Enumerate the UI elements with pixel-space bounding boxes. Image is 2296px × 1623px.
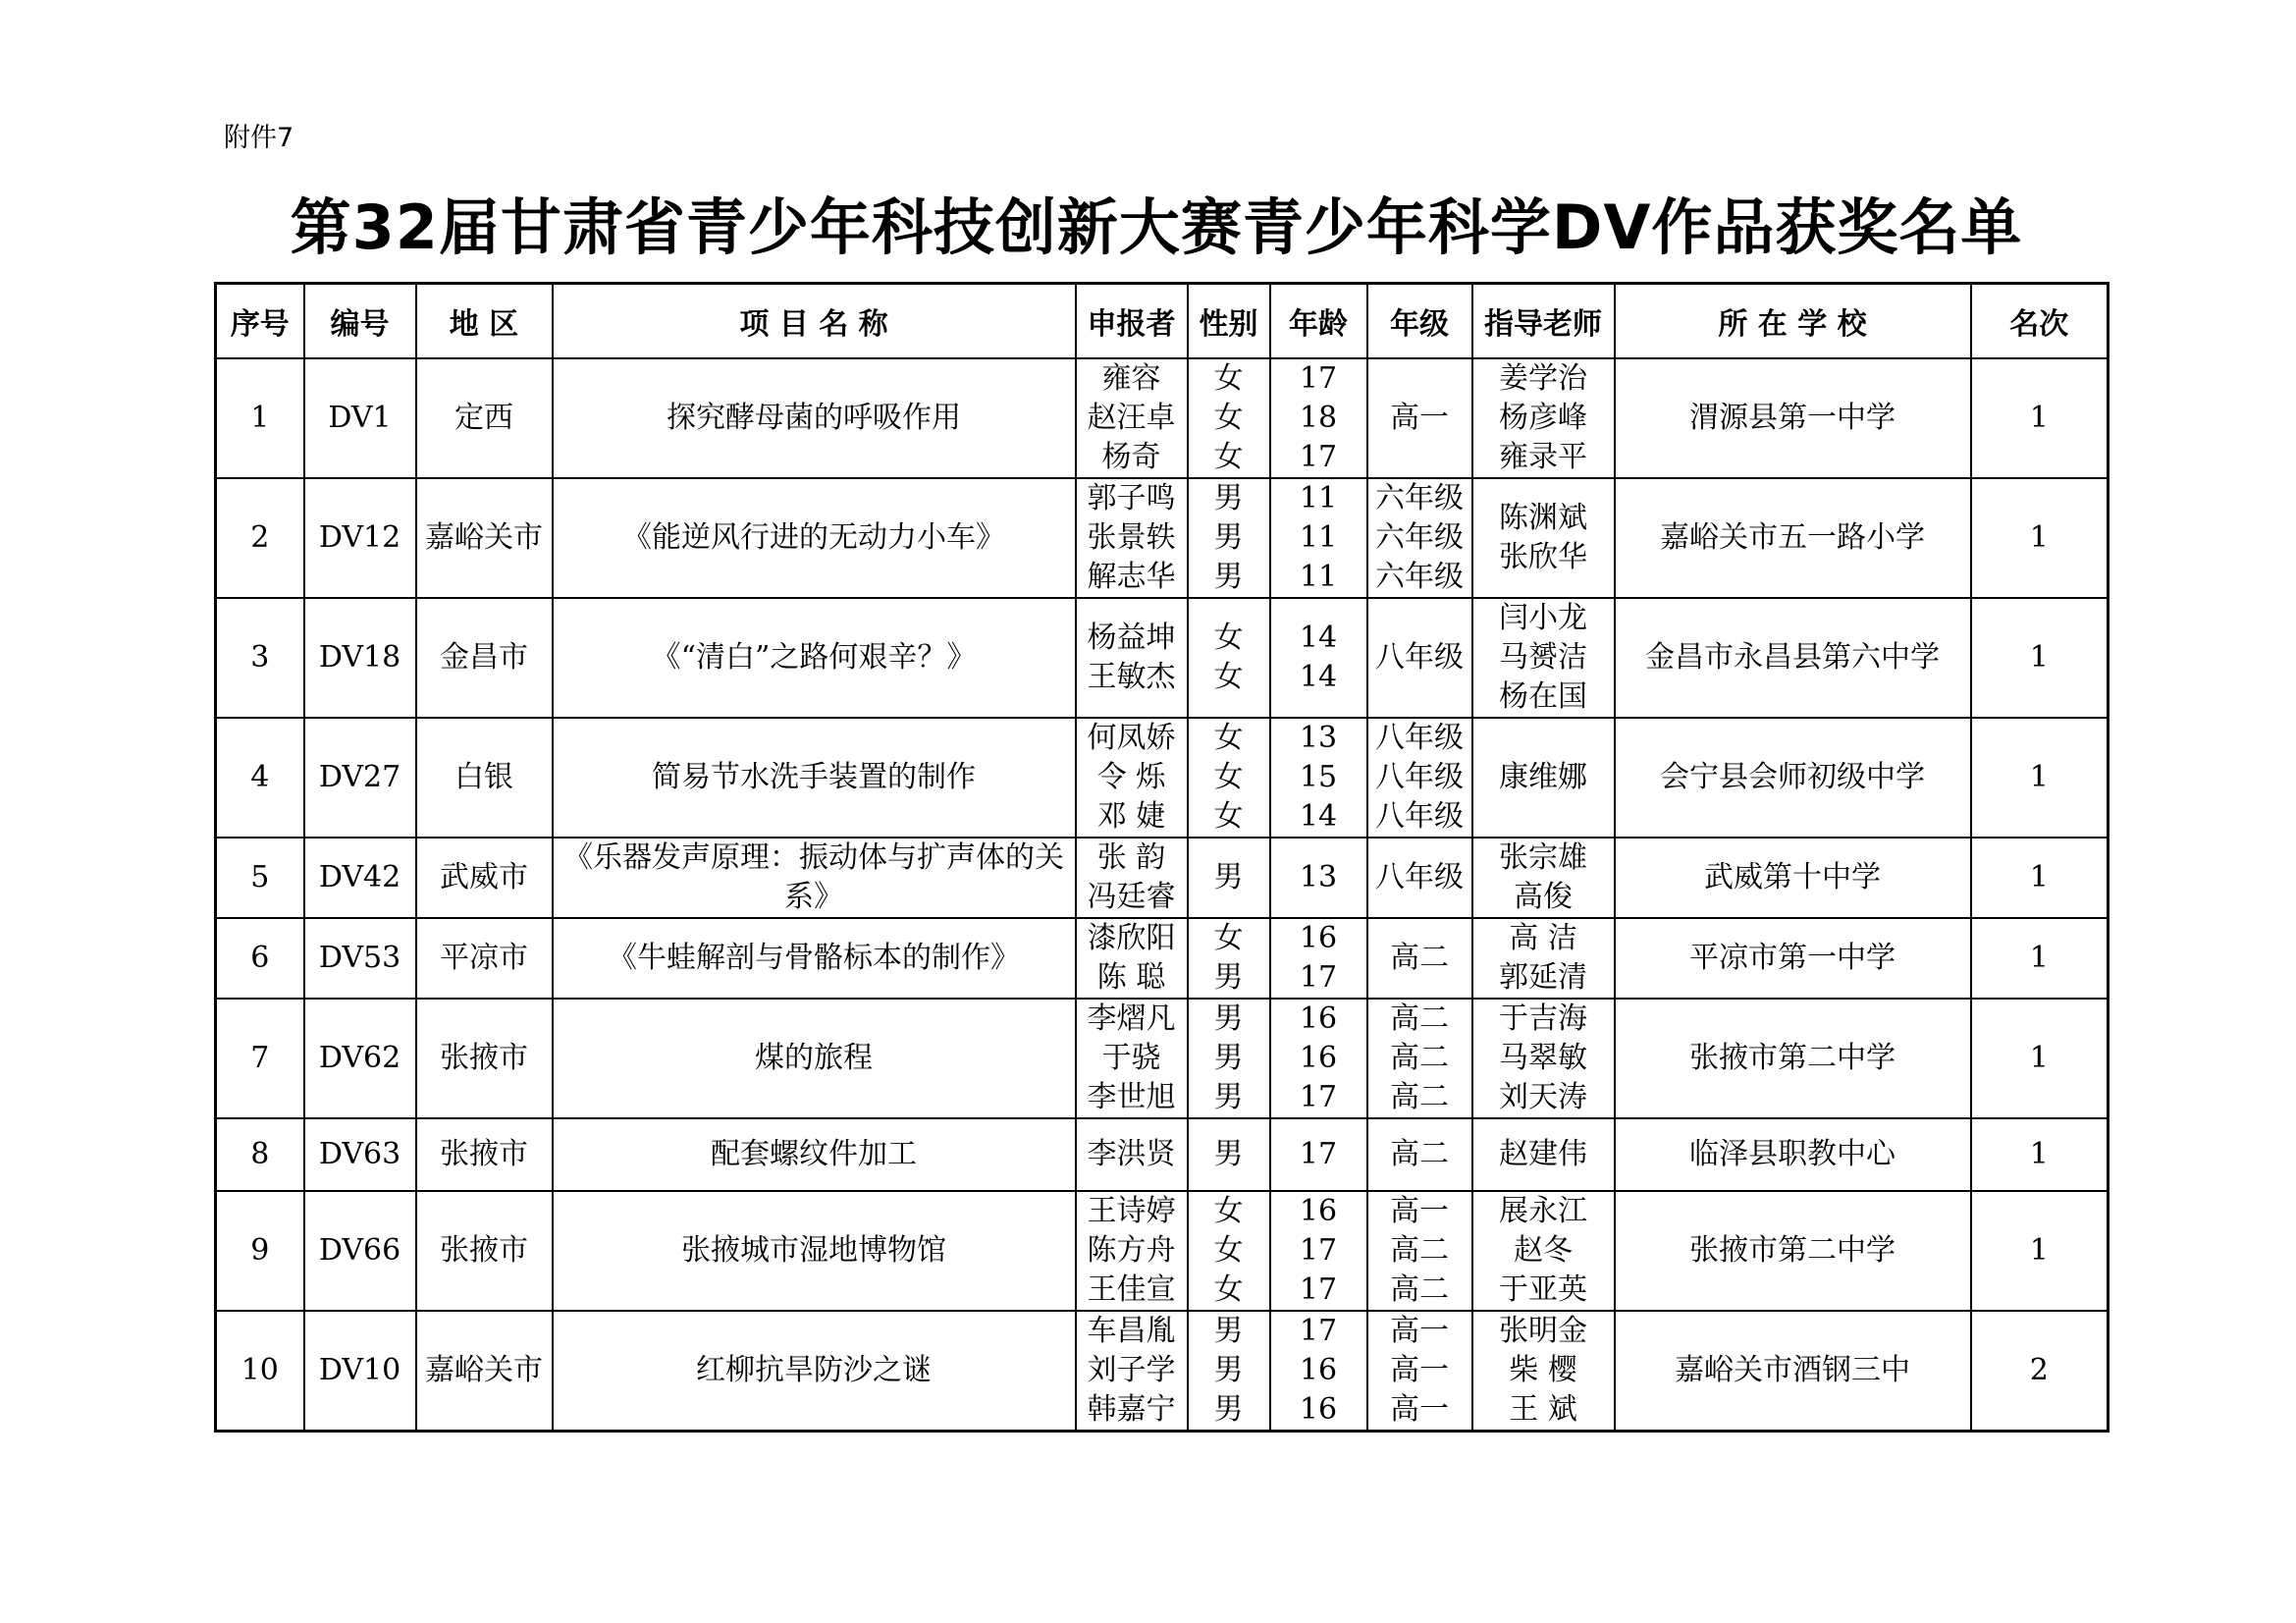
cell-rank: 1 xyxy=(1971,918,2109,999)
teachers-line: 陈渊斌 xyxy=(1499,501,1587,535)
age-line: 17 xyxy=(1299,1080,1338,1114)
gender-line: 男 xyxy=(1213,1353,1244,1387)
cell-school: 张掖市第二中学 xyxy=(1615,1191,1971,1311)
grade-line: 六年级 xyxy=(1375,560,1464,594)
gender-line: 男 xyxy=(1213,1001,1244,1036)
grade-line: 高一 xyxy=(1390,1392,1449,1427)
teachers-line: 高俊 xyxy=(1514,880,1573,914)
grade-line: 高二 xyxy=(1390,1041,1449,1075)
cell-teachers xyxy=(1472,1311,1615,1432)
cell-project: 张掖城市湿地博物馆 xyxy=(553,1191,1076,1311)
applicants-line: 冯廷睿 xyxy=(1087,880,1176,914)
grade-line: 高二 xyxy=(1390,1080,1449,1114)
teachers-line: 姜学治 xyxy=(1499,361,1587,396)
age-line: 16 xyxy=(1299,921,1338,955)
cell-project: 配套螺纹件加工 xyxy=(553,1118,1076,1191)
cell-applicants xyxy=(1076,478,1188,598)
header-seq: 序号 xyxy=(216,284,304,359)
cell-rank: 1 xyxy=(1971,598,2109,718)
cell-applicants xyxy=(1076,1311,1188,1432)
cell-grade xyxy=(1367,478,1472,598)
cell-age xyxy=(1270,838,1367,918)
table-header-row xyxy=(216,284,2109,359)
cell-teachers xyxy=(1472,718,1615,838)
cell-region: 张掖市 xyxy=(416,1118,553,1191)
table-row xyxy=(216,1311,2109,1432)
teachers-line: 王 斌 xyxy=(1509,1392,1577,1427)
teachers-line: 马赟洁 xyxy=(1499,640,1587,675)
teachers-line: 张欣华 xyxy=(1499,540,1587,574)
cell-age xyxy=(1270,918,1367,999)
cell-school: 平凉市第一中学 xyxy=(1615,918,1971,999)
grade-line: 高二 xyxy=(1390,1272,1449,1307)
cell-project: 《乐器发声原理：振动体与扩声体的关系》 xyxy=(553,838,1076,918)
table-row xyxy=(216,598,2109,718)
teachers-line: 郭延清 xyxy=(1499,960,1587,995)
age-line: 11 xyxy=(1299,481,1338,515)
cell-region: 嘉峪关市 xyxy=(416,478,553,598)
grade-line: 六年级 xyxy=(1375,481,1464,515)
cell-teachers xyxy=(1472,918,1615,999)
age-line: 17 xyxy=(1299,1314,1338,1348)
header-rank: 名次 xyxy=(1971,284,2109,359)
grade-line: 六年级 xyxy=(1375,520,1464,555)
cell-code: DV66 xyxy=(304,1191,416,1311)
cell-grade xyxy=(1367,1311,1472,1432)
header-gender: 性别 xyxy=(1188,284,1270,359)
cell-gender xyxy=(1188,358,1270,478)
cell-code: DV63 xyxy=(304,1118,416,1191)
cell-age xyxy=(1270,1311,1367,1432)
attachment-label: 附件7 xyxy=(224,123,294,153)
gender-line: 女 xyxy=(1213,1194,1244,1228)
cell-region: 嘉峪关市 xyxy=(416,1311,553,1432)
gender-line: 女 xyxy=(1213,621,1244,655)
cell-applicants xyxy=(1076,918,1188,999)
gender-line: 男 xyxy=(1213,560,1244,594)
cell-code: DV10 xyxy=(304,1311,416,1432)
cell-region: 张掖市 xyxy=(416,999,553,1118)
applicants-line: 何凤娇 xyxy=(1087,721,1176,755)
gender-line: 女 xyxy=(1213,721,1244,755)
age-line: 11 xyxy=(1299,520,1338,555)
header-teachers: 指导老师 xyxy=(1472,284,1615,359)
cell-applicants xyxy=(1076,999,1188,1118)
applicants-line: 陈 聪 xyxy=(1096,960,1166,995)
teachers-line: 康维娜 xyxy=(1499,760,1587,794)
age-line: 14 xyxy=(1299,621,1338,655)
cell-region: 武威市 xyxy=(416,838,553,918)
cell-code: DV27 xyxy=(304,718,416,838)
age-line: 16 xyxy=(1299,1353,1338,1387)
age-line: 16 xyxy=(1299,1041,1338,1075)
gender-line: 女 xyxy=(1213,660,1244,694)
cell-rank: 1 xyxy=(1971,358,2109,478)
gender-line: 女 xyxy=(1213,799,1244,834)
teachers-line: 马翠敏 xyxy=(1499,1041,1587,1075)
cell-seq: 4 xyxy=(216,718,304,838)
age-line: 16 xyxy=(1299,1392,1338,1427)
cell-region: 金昌市 xyxy=(416,598,553,718)
header-region: 地 区 xyxy=(416,284,553,359)
cell-applicants xyxy=(1076,718,1188,838)
grade-line: 高一 xyxy=(1390,1314,1449,1348)
applicants-line: 令 烁 xyxy=(1096,760,1166,794)
teachers-line: 赵冬 xyxy=(1514,1233,1573,1268)
age-line: 16 xyxy=(1299,1001,1338,1036)
cell-school: 临泽县职教中心 xyxy=(1615,1118,1971,1191)
age-line: 17 xyxy=(1299,361,1338,396)
applicants-line: 漆欣阳 xyxy=(1087,921,1176,955)
cell-gender xyxy=(1188,1311,1270,1432)
gender-line: 男 xyxy=(1213,520,1244,555)
cell-teachers xyxy=(1472,1191,1615,1311)
cell-seq: 8 xyxy=(216,1118,304,1191)
cell-gender xyxy=(1188,598,1270,718)
cell-teachers xyxy=(1472,838,1615,918)
cell-school: 金昌市永昌县第六中学 xyxy=(1615,598,1971,718)
applicants-line: 王佳宣 xyxy=(1087,1272,1176,1307)
teachers-line: 高 洁 xyxy=(1509,921,1577,955)
header-code: 编号 xyxy=(304,284,416,359)
cell-grade xyxy=(1367,999,1472,1118)
gender-line: 女 xyxy=(1213,921,1244,955)
cell-grade xyxy=(1367,1191,1472,1311)
cell-teachers xyxy=(1472,999,1615,1118)
gender-line: 女 xyxy=(1213,361,1244,396)
age-line: 15 xyxy=(1299,760,1338,794)
cell-region: 定西 xyxy=(416,358,553,478)
cell-gender xyxy=(1188,1191,1270,1311)
cell-gender xyxy=(1188,838,1270,918)
header-grade: 年级 xyxy=(1367,284,1472,359)
applicants-line: 杨奇 xyxy=(1101,440,1161,474)
gender-line: 女 xyxy=(1213,1233,1244,1268)
award-table-body xyxy=(216,358,2109,1432)
grade-line: 高二 xyxy=(1390,941,1449,975)
cell-code: DV42 xyxy=(304,838,416,918)
header-school: 所 在 学 校 xyxy=(1615,284,1971,359)
cell-region: 平凉市 xyxy=(416,918,553,999)
cell-seq: 7 xyxy=(216,999,304,1118)
gender-line: 男 xyxy=(1213,1041,1244,1075)
cell-grade xyxy=(1367,1118,1472,1191)
age-line: 14 xyxy=(1299,799,1338,834)
cell-project: 煤的旅程 xyxy=(553,999,1076,1118)
grade-line: 高一 xyxy=(1390,1353,1449,1387)
age-line: 13 xyxy=(1299,721,1338,755)
grade-line: 高二 xyxy=(1390,1137,1449,1171)
applicants-line: 张景轶 xyxy=(1087,520,1176,555)
cell-school: 嘉峪关市酒钢三中 xyxy=(1615,1311,1971,1432)
cell-age xyxy=(1270,1191,1367,1311)
cell-rank: 1 xyxy=(1971,718,2109,838)
applicants-line: 郭子鸣 xyxy=(1087,481,1176,515)
grade-line: 八年级 xyxy=(1375,799,1464,834)
gender-line: 女 xyxy=(1213,440,1244,474)
applicants-line: 邓 婕 xyxy=(1096,799,1166,834)
teachers-line: 刘天涛 xyxy=(1499,1080,1587,1114)
cell-project: 《“清白”之路何艰辛？》 xyxy=(553,598,1076,718)
cell-rank: 1 xyxy=(1971,999,2109,1118)
age-line: 17 xyxy=(1299,1233,1338,1268)
applicants-line: 于骁 xyxy=(1101,1041,1161,1075)
cell-gender xyxy=(1188,918,1270,999)
cell-project: 探究酵母菌的呼吸作用 xyxy=(553,358,1076,478)
cell-school: 渭源县第一中学 xyxy=(1615,358,1971,478)
cell-age xyxy=(1270,718,1367,838)
gender-line: 男 xyxy=(1213,1080,1244,1114)
cell-gender xyxy=(1188,718,1270,838)
cell-grade xyxy=(1367,918,1472,999)
age-line: 14 xyxy=(1299,660,1338,694)
cell-grade xyxy=(1367,598,1472,718)
applicants-line: 王敏杰 xyxy=(1087,660,1176,694)
teachers-line: 赵建伟 xyxy=(1499,1137,1587,1171)
cell-rank: 1 xyxy=(1971,478,2109,598)
cell-project: 《牛蛙解剖与骨骼标本的制作》 xyxy=(553,918,1076,999)
cell-age xyxy=(1270,999,1367,1118)
cell-seq: 3 xyxy=(216,598,304,718)
age-line: 11 xyxy=(1299,560,1338,594)
cell-seq: 5 xyxy=(216,838,304,918)
gender-line: 男 xyxy=(1213,1314,1244,1348)
cell-school: 武威第十中学 xyxy=(1615,838,1971,918)
cell-code: DV62 xyxy=(304,999,416,1118)
cell-project: 红柳抗旱防沙之谜 xyxy=(553,1311,1076,1432)
applicants-line: 车昌胤 xyxy=(1087,1314,1176,1348)
header-project: 项 目 名 称 xyxy=(553,284,1076,359)
cell-region: 张掖市 xyxy=(416,1191,553,1311)
table-row xyxy=(216,358,2109,478)
cell-seq: 9 xyxy=(216,1191,304,1311)
age-line: 17 xyxy=(1299,440,1338,474)
grade-line: 八年级 xyxy=(1375,721,1464,755)
cell-code: DV12 xyxy=(304,478,416,598)
age-line: 16 xyxy=(1299,1194,1338,1228)
cell-rank: 1 xyxy=(1971,1118,2109,1191)
gender-line: 女 xyxy=(1213,401,1244,435)
teachers-line: 柴 樱 xyxy=(1509,1353,1577,1387)
teachers-line: 张宗雄 xyxy=(1499,840,1587,875)
cell-project: 《能逆风行进的无动力小车》 xyxy=(553,478,1076,598)
header-age: 年龄 xyxy=(1270,284,1367,359)
cell-school: 会宁县会师初级中学 xyxy=(1615,718,1971,838)
cell-gender xyxy=(1188,478,1270,598)
age-line: 18 xyxy=(1299,401,1338,435)
cell-applicants xyxy=(1076,358,1188,478)
gender-line: 女 xyxy=(1213,760,1244,794)
table-row xyxy=(216,718,2109,838)
applicants-line: 刘子学 xyxy=(1087,1353,1176,1387)
teachers-line: 张明金 xyxy=(1499,1314,1587,1348)
teachers-line: 闫小龙 xyxy=(1499,601,1587,635)
cell-code: DV1 xyxy=(304,358,416,478)
award-table xyxy=(214,282,2109,1433)
cell-applicants xyxy=(1076,598,1188,718)
cell-grade xyxy=(1367,718,1472,838)
gender-line: 男 xyxy=(1213,481,1244,515)
applicants-line: 李熠凡 xyxy=(1087,1001,1176,1036)
applicants-line: 杨益坤 xyxy=(1087,621,1176,655)
cell-applicants xyxy=(1076,1191,1188,1311)
applicants-line: 解志华 xyxy=(1087,560,1176,594)
cell-school: 张掖市第二中学 xyxy=(1615,999,1971,1118)
age-line: 17 xyxy=(1299,960,1338,995)
age-line: 17 xyxy=(1299,1272,1338,1307)
cell-teachers xyxy=(1472,478,1615,598)
table-row xyxy=(216,918,2109,999)
cell-code: DV18 xyxy=(304,598,416,718)
gender-line: 男 xyxy=(1213,960,1244,995)
applicants-line: 张 韵 xyxy=(1096,840,1166,875)
grade-line: 八年级 xyxy=(1375,760,1464,794)
cell-rank: 2 xyxy=(1971,1311,2109,1432)
table-row xyxy=(216,478,2109,598)
header-applicants: 申报者 xyxy=(1076,284,1188,359)
gender-line: 女 xyxy=(1213,1272,1244,1307)
cell-region: 白银 xyxy=(416,718,553,838)
age-line: 13 xyxy=(1299,860,1338,894)
grade-line: 高一 xyxy=(1390,1194,1449,1228)
cell-rank: 1 xyxy=(1971,1191,2109,1311)
cell-gender xyxy=(1188,1118,1270,1191)
cell-code: DV53 xyxy=(304,918,416,999)
cell-grade xyxy=(1367,838,1472,918)
table-row xyxy=(216,838,2109,918)
gender-line: 男 xyxy=(1213,1392,1244,1427)
cell-applicants xyxy=(1076,1118,1188,1191)
cell-applicants xyxy=(1076,838,1188,918)
cell-school: 嘉峪关市五一路小学 xyxy=(1615,478,1971,598)
gender-line: 男 xyxy=(1213,1137,1244,1171)
applicants-line: 王诗婷 xyxy=(1087,1194,1176,1228)
table-row xyxy=(216,1118,2109,1191)
cell-seq: 10 xyxy=(216,1311,304,1432)
applicants-line: 雍容 xyxy=(1101,361,1161,396)
cell-seq: 1 xyxy=(216,358,304,478)
grade-line: 八年级 xyxy=(1375,860,1464,894)
teachers-line: 雍录平 xyxy=(1499,440,1587,474)
age-line: 17 xyxy=(1299,1137,1338,1171)
gender-line: 男 xyxy=(1213,860,1244,894)
grade-line: 八年级 xyxy=(1375,640,1464,675)
cell-teachers xyxy=(1472,598,1615,718)
cell-seq: 2 xyxy=(216,478,304,598)
grade-line: 高二 xyxy=(1390,1001,1449,1036)
cell-rank: 1 xyxy=(1971,838,2109,918)
teachers-line: 于亚英 xyxy=(1499,1272,1587,1307)
teachers-line: 杨彦峰 xyxy=(1499,401,1587,435)
applicants-line: 李洪贤 xyxy=(1087,1137,1176,1171)
teachers-line: 杨在国 xyxy=(1499,679,1587,714)
cell-age xyxy=(1270,598,1367,718)
cell-project: 简易节水洗手装置的制作 xyxy=(553,718,1076,838)
cell-age xyxy=(1270,358,1367,478)
cell-gender xyxy=(1188,999,1270,1118)
cell-grade xyxy=(1367,358,1472,478)
applicants-line: 赵汪卓 xyxy=(1087,401,1176,435)
applicants-line: 陈方舟 xyxy=(1087,1233,1176,1268)
table-row xyxy=(216,999,2109,1118)
grade-line: 高二 xyxy=(1390,1233,1449,1268)
cell-age xyxy=(1270,1118,1367,1191)
table-row xyxy=(216,1191,2109,1311)
page-title: 第32届甘肃省青少年科技创新大赛青少年科学DV作品获奖名单 xyxy=(290,191,2023,263)
cell-age xyxy=(1270,478,1367,598)
teachers-line: 于吉海 xyxy=(1499,1001,1587,1036)
grade-line: 高一 xyxy=(1390,401,1449,435)
teachers-line: 展永江 xyxy=(1499,1194,1587,1228)
cell-teachers xyxy=(1472,1118,1615,1191)
cell-seq: 6 xyxy=(216,918,304,999)
applicants-line: 李世旭 xyxy=(1087,1080,1176,1114)
applicants-line: 韩嘉宁 xyxy=(1087,1392,1176,1427)
cell-teachers xyxy=(1472,358,1615,478)
